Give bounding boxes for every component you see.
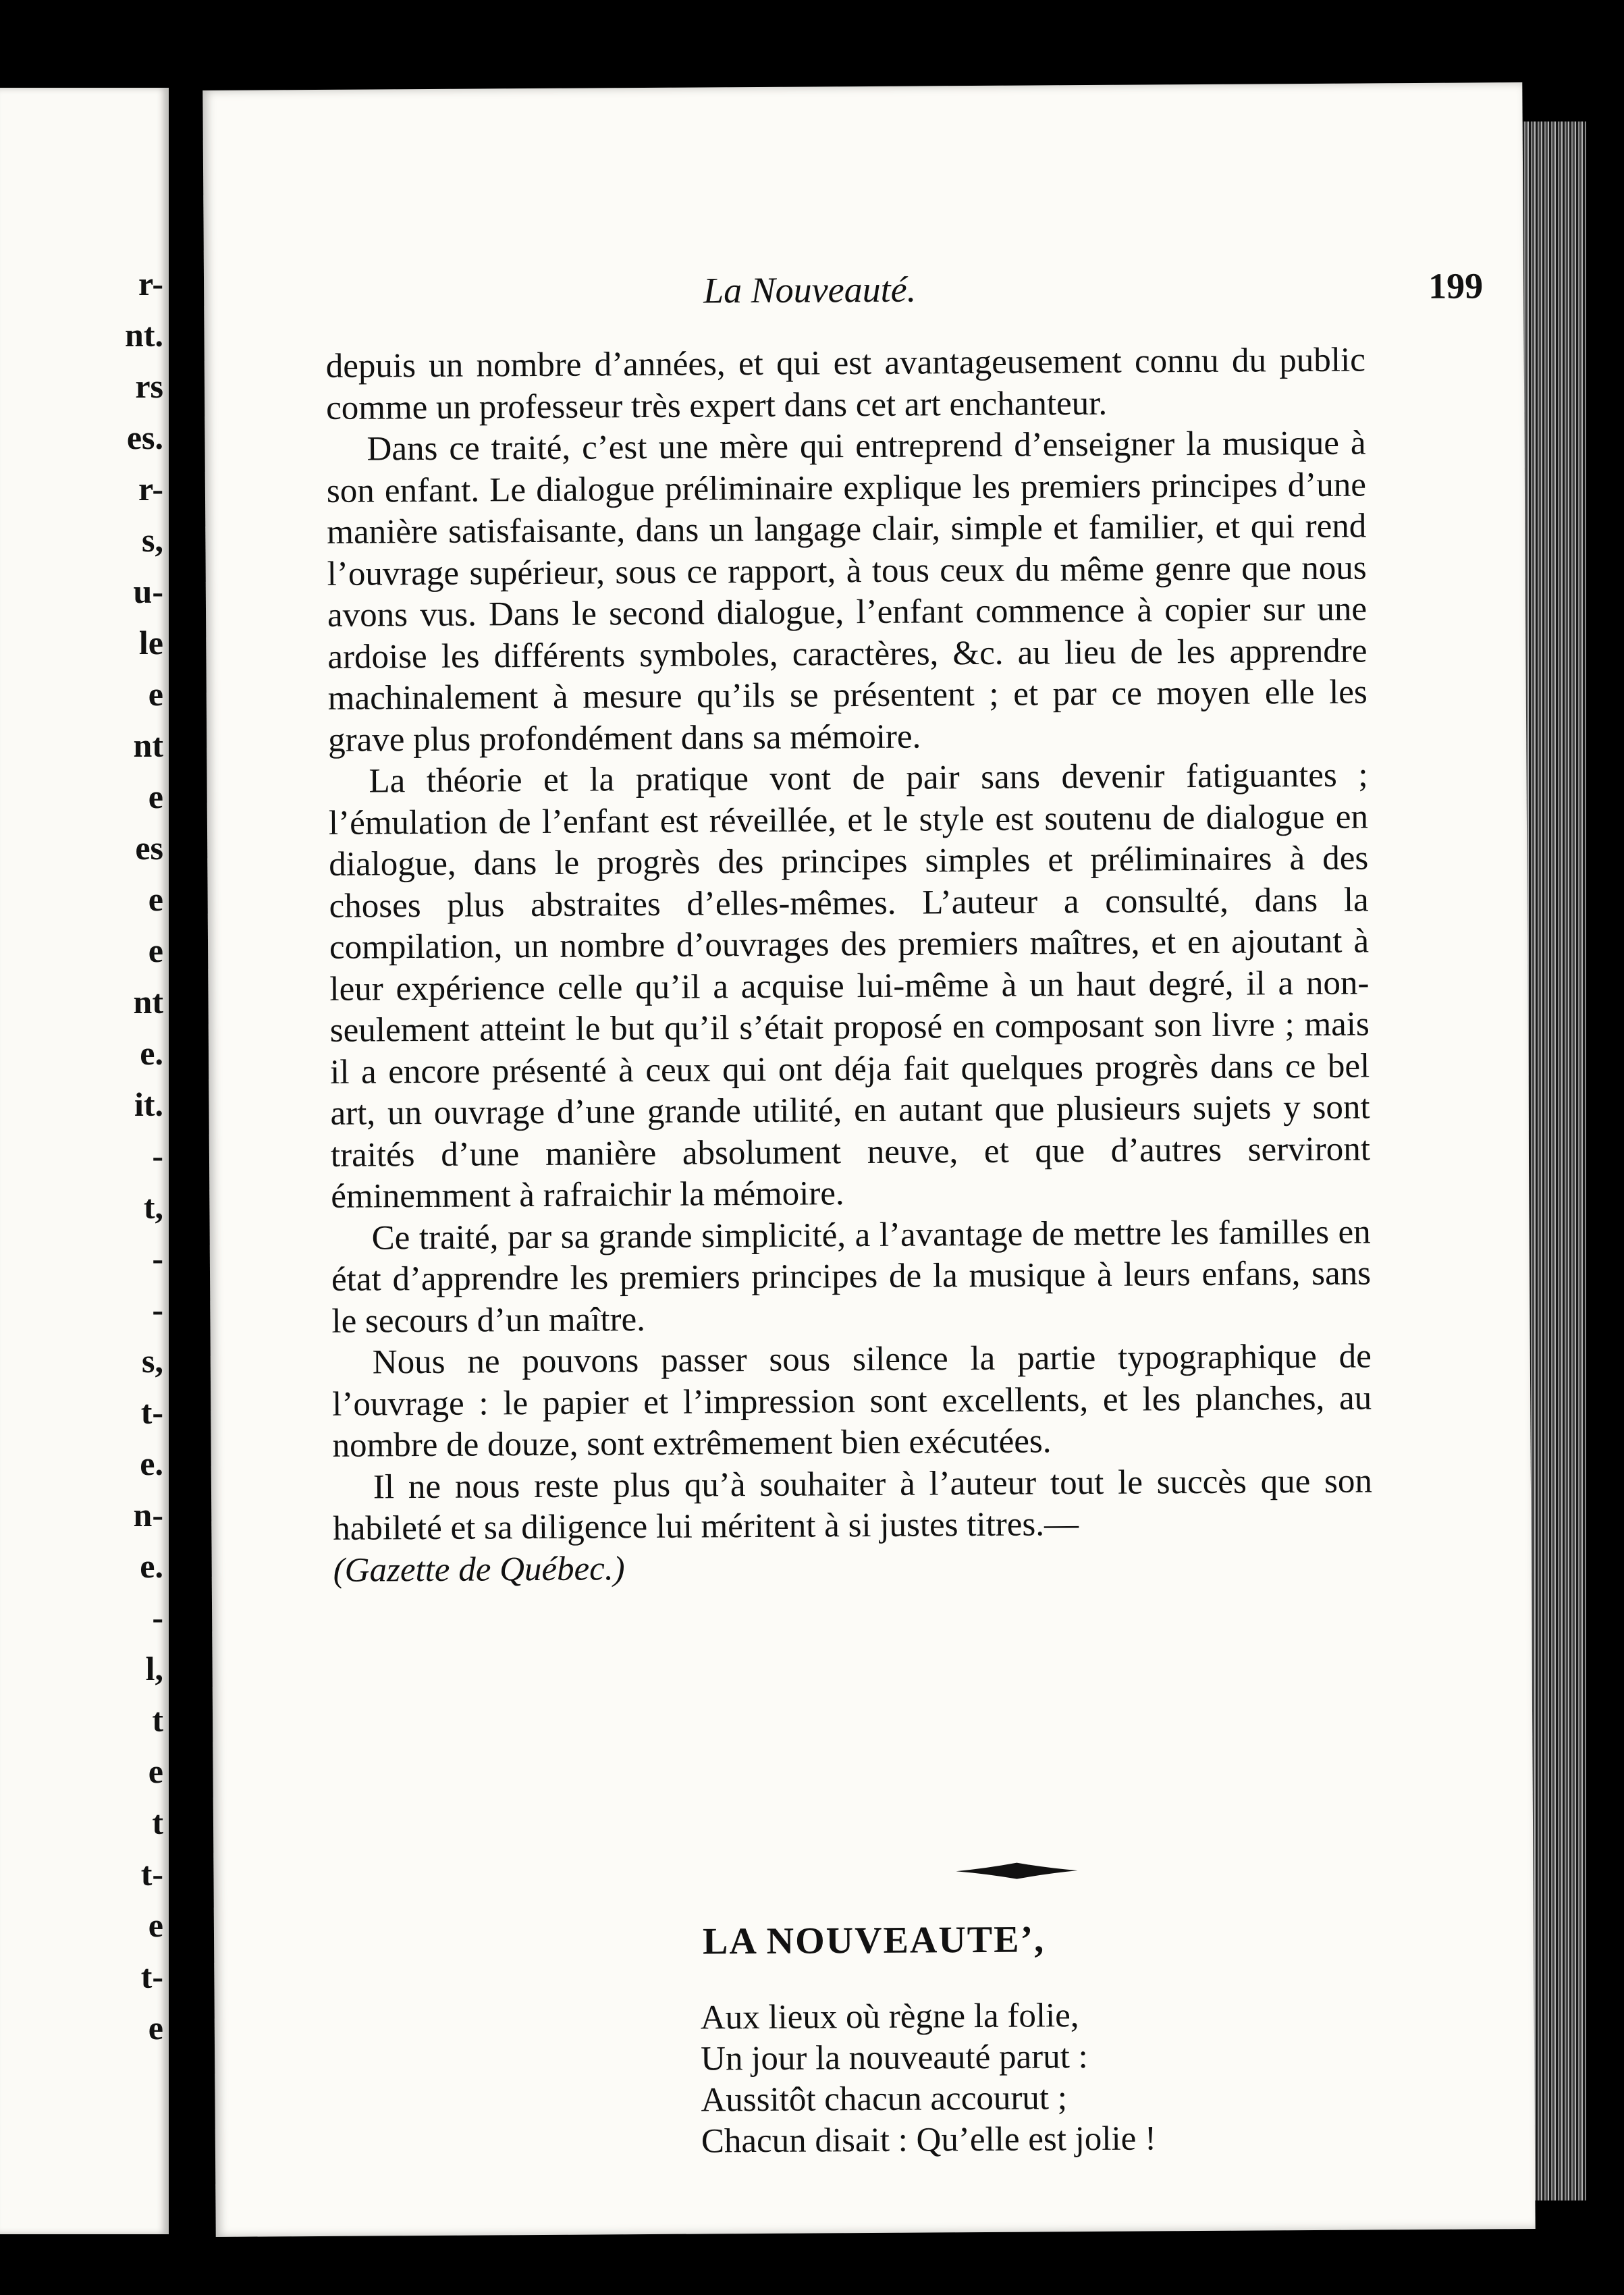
facing-page-text-fragment: t (152, 1701, 163, 1739)
facing-page-text-fragment: t- (140, 1393, 163, 1431)
paragraph: Il ne nous reste plus qu’à souhaiter à l’auteur tout le succès que son habileté et sa diligence lui méritent à si justes titres.— (333, 1461, 1373, 1548)
running-title: La Nouveauté. (703, 269, 917, 311)
facing-page-text-fragment: le (138, 624, 163, 662)
poem-line: Aux lieux où règne la folie, (700, 1997, 1079, 2037)
facing-page-text-fragment: it. (134, 1085, 163, 1123)
facing-page-text-fragment: e (148, 880, 163, 918)
facing-page-text-fragment: t (152, 1804, 163, 1841)
facing-page-text-fragment: - (152, 1239, 163, 1277)
facing-page-text-fragment: t- (140, 1855, 163, 1893)
citation: (Gazette de Québec.) (333, 1549, 625, 1590)
facing-page-fragment (0, 88, 169, 2234)
facing-page-text-fragment: s, (142, 1342, 163, 1380)
poem-line: Un jour la nouveauté parut : (700, 2038, 1088, 2078)
facing-page-text-fragment: nt (133, 983, 163, 1021)
paragraph: Nous ne pouvons passer sous silence la partie typographique de l’ouvrage : le papier et l’impression sont excellents, et les planches, au nombre de douze, sont extrêmement bien exécutées. (332, 1337, 1372, 1465)
facing-page-text-fragment: e (148, 1752, 163, 1790)
ornament-rule (956, 1860, 1077, 1881)
paragraph: La théorie et la pratique vont de pair sans devenir fatiguantes ; l’émulation de l’enfant est réveillée, et le style est soutenu de dialogue en dialogue, dans le progrès des principes simples et préliminaires à des choses plus abstraites d’elles-mêmes. L’auteur a consulté, dans la compilation, un nombre d’ouvrages des premiers maîtres, et en ajoutant à leur expérience celle qu’il a acquise lui-même à un haut degré, il a non-seulement atteint le but qu’il s’était proposé en composant son livre ; mais il a encore présenté à ceux qui ont déja fait quelques progrès dans ce bel art, un ouvrage d’une grande utilité, en autant que plusieurs sujets y sont traités d’une manière absolument neuve, et que d’autres serviront éminemment à rafraichir la mémoire. (328, 756, 1371, 1216)
facing-page-text-fragment: - (152, 1598, 163, 1636)
facing-page-text-fragment: n- (133, 1496, 163, 1534)
facing-page-text-fragment: s, (142, 521, 163, 559)
facing-page-text-fragment: nt (133, 726, 163, 764)
book-page (202, 82, 1535, 2237)
facing-page-text-fragment: r- (138, 470, 163, 508)
facing-page-text-fragment: l, (145, 1650, 163, 1688)
facing-page-text-fragment: e (148, 1906, 163, 1944)
facing-page-text-fragment: - (152, 1137, 163, 1174)
poem (701, 1995, 1157, 2162)
running-head (204, 265, 1523, 313)
poem-line: Chacun disait : Qu’elle est jolie ! (701, 2120, 1157, 2161)
poem-line: Aussitôt chacun accourut ; (701, 2079, 1068, 2120)
facing-page-text-fragment: u- (133, 572, 163, 610)
facing-page-text-fragment: es. (126, 418, 163, 456)
paragraph: depuis un nombre d’années, et qui est avantageusement connu du public comme un professeur très expert dans cet art enchanteur. (325, 341, 1365, 427)
facing-page-text-fragment: rs (135, 367, 163, 405)
facing-page-text-fragment: nt. (125, 316, 163, 354)
facing-page-text-fragment: e (148, 675, 163, 713)
facing-page-text-fragment: r- (138, 265, 163, 302)
facing-page-text-fragment: e. (140, 1034, 163, 1072)
facing-page-text-fragment: e. (140, 1547, 163, 1585)
paragraph: Dans ce traité, c’est une mère qui entreprend d’enseigner la musique à son enfant. Le dialogue préliminaire explique les premiers principes d’une manière satisfaisante, dans un langage clair, simple et familier, et qui rend l’ouvrage supérieur, sous ce rapport, à tous ceux du même genre que nous avons vus. Dans le second dialogue, l’enfant commence à copier sur une ardoise les différents symboles, caractères, &c. au lieu de les apprendre machinalement à mesure qu’ils se présentent ; et par ce moyen elle les grave plus profondément dans sa mémoire. (326, 424, 1368, 759)
facing-page-text-fragment: t, (143, 1188, 163, 1226)
facing-page-text-fragment: - (152, 1291, 163, 1328)
poem-title: LA NOUVEAUTE’, (702, 1918, 1046, 1963)
facing-page-text-fragment: es (135, 829, 163, 867)
paragraph: Ce traité, par sa grande simplicité, a l’avantage de mettre les familles en état d’apprendre les premiers principes de la musique à leurs enfans, sans le secours d’un maître. (331, 1212, 1372, 1341)
body-text (326, 340, 1373, 1591)
facing-page-text-fragment: t- (140, 1958, 163, 1995)
facing-page-text-fragment: e (148, 932, 163, 969)
facing-page-text-fragment: e. (140, 1444, 163, 1482)
page-number: 199 (1428, 265, 1484, 306)
facing-page-text-fragment: e (148, 778, 163, 815)
facing-page-text-fragment: e (148, 2009, 163, 2047)
